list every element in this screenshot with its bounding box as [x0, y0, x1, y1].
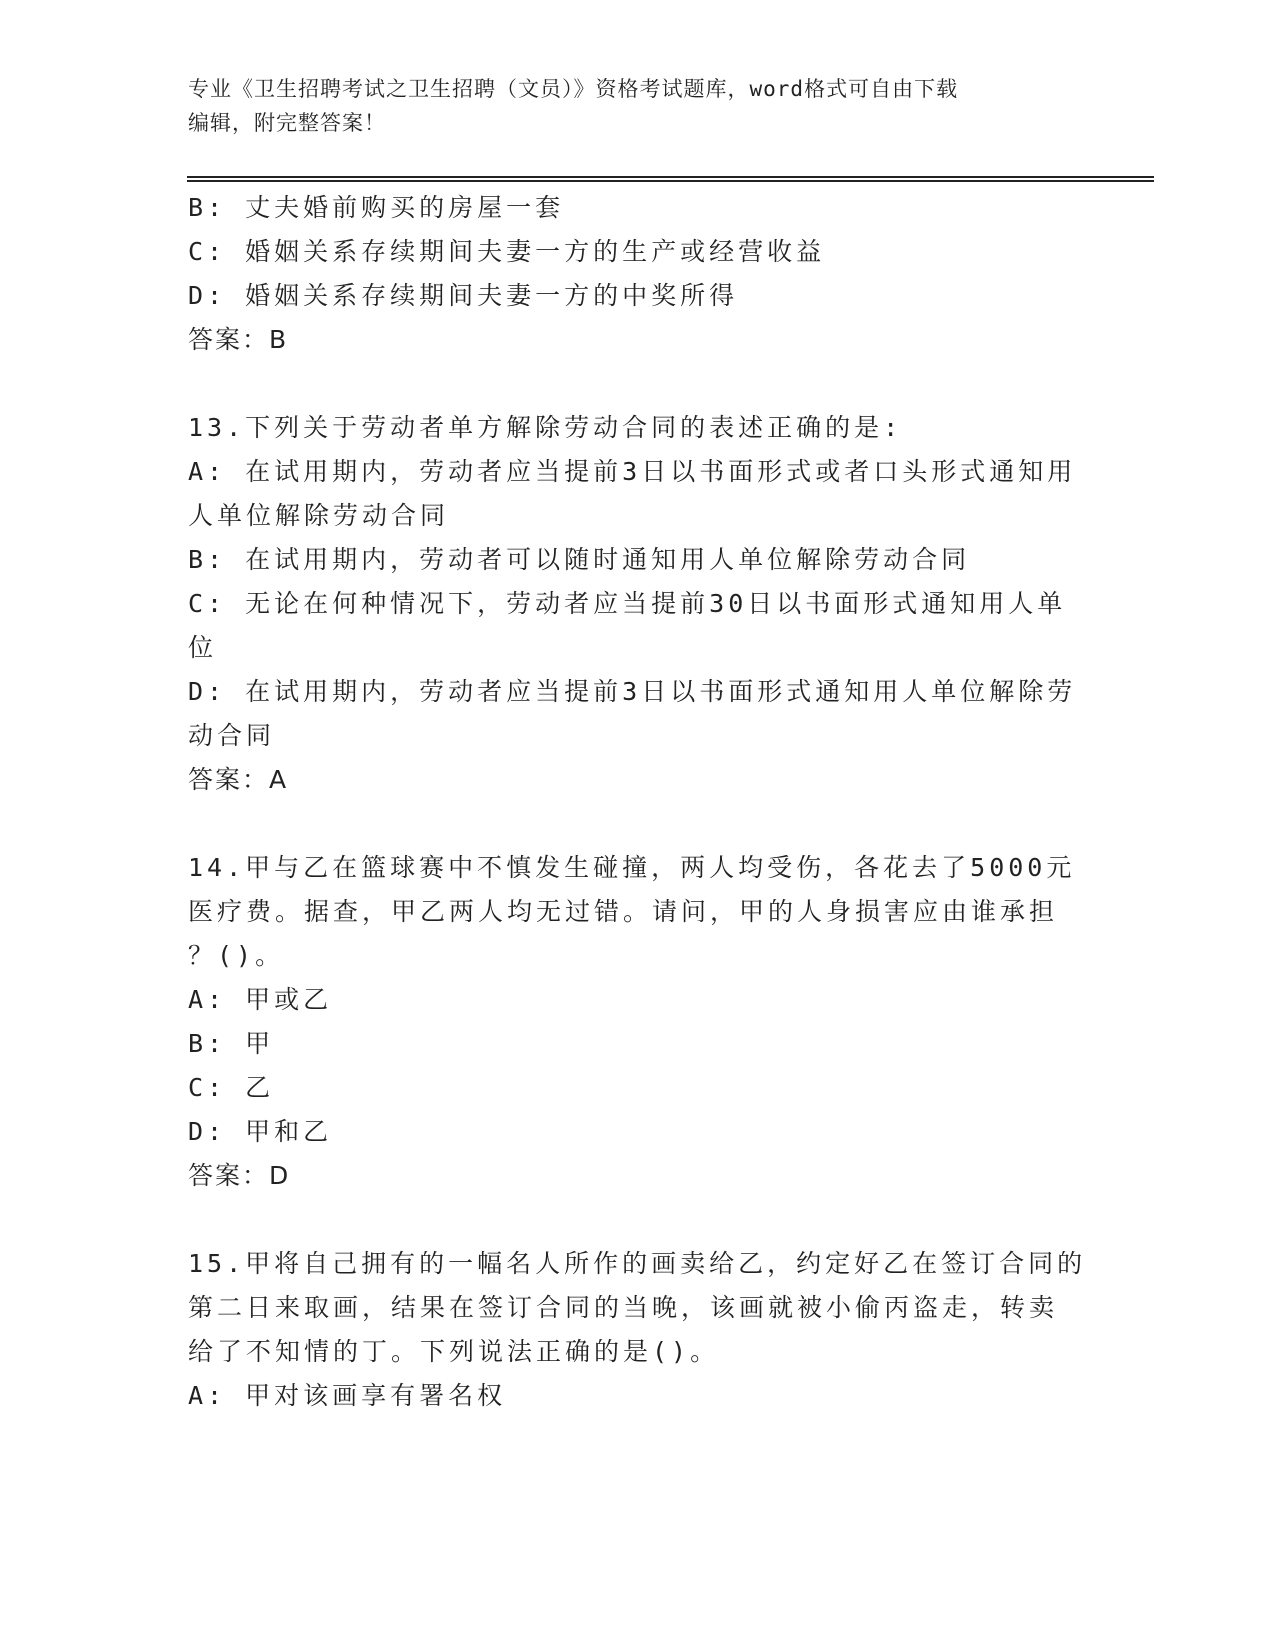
document-header: [188, 72, 1068, 140]
q15-question-line2: 第二日来取画，结果在签订合同的当晚，该画就被小偷丙盗走，转卖: [188, 1293, 1059, 1322]
q12-option-c: C: 婚姻关系存续期间夫妻一方的生产或经营收益: [188, 237, 826, 266]
q15-question-line3: 给了不知情的丁。下列说法正确的是()。: [188, 1337, 720, 1366]
header-line-2: 编辑，附完整答案！: [188, 111, 386, 135]
q13-answer: 答案：A: [188, 765, 289, 794]
q14-option-b: B: 甲: [188, 1029, 275, 1058]
q14-option-d: D: 甲和乙: [188, 1117, 333, 1146]
q13-option-c-line2: 位: [188, 633, 218, 662]
q13-option-a-line2: 人单位解除劳动合同: [188, 501, 450, 530]
q14-option-a: A: 甲或乙: [188, 985, 333, 1014]
header-rule-top: [187, 176, 1154, 178]
header-rule-bottom: [187, 180, 1154, 182]
q13-option-b: B: 在试用期内，劳动者可以随时通知用人单位解除劳动合同: [188, 545, 971, 574]
header-line-1: 专业《卫生招聘考试之卫生招聘（文员）》资格考试题库，word格式可自由下载: [188, 77, 959, 101]
q14-answer: 答案：D: [188, 1161, 291, 1190]
q13-option-c-line1: C: 无论在何种情况下，劳动者应当提前30日以书面形式通知用人单: [188, 589, 1067, 618]
q13-question: 13.下列关于劳动者单方解除劳动合同的表述正确的是:: [188, 413, 903, 442]
q12-option-b: B: 丈夫婚前购买的房屋一套: [188, 193, 565, 222]
q13-option-d-line1: D: 在试用期内，劳动者应当提前3日以书面形式通知用人单位解除劳: [188, 677, 1077, 706]
q13-option-d-line2: 动合同: [188, 721, 276, 750]
q15-question-line1: 15.甲将自己拥有的一幅名人所作的画卖给乙，约定好乙在签订合同的: [188, 1249, 1087, 1278]
q14-option-c: C: 乙: [188, 1073, 275, 1102]
q14-question-line3: ？()。: [188, 941, 285, 970]
q13-option-a-line1: A: 在试用期内，劳动者应当提前3日以书面形式或者口头形式通知用: [188, 457, 1077, 486]
q15-option-a: A: 甲对该画享有署名权: [188, 1381, 507, 1410]
q14-question-line1: 14.甲与乙在篮球赛中不慎发生碰撞，两人均受伤，各花去了5000元: [188, 853, 1076, 882]
q12-option-d: D: 婚姻关系存续期间夫妻一方的中奖所得: [188, 281, 739, 310]
q12-answer: 答案：B: [188, 325, 289, 354]
q14-question-line2: 医疗费。据查，甲乙两人均无过错。请问，甲的人身损害应由谁承担: [188, 897, 1059, 926]
